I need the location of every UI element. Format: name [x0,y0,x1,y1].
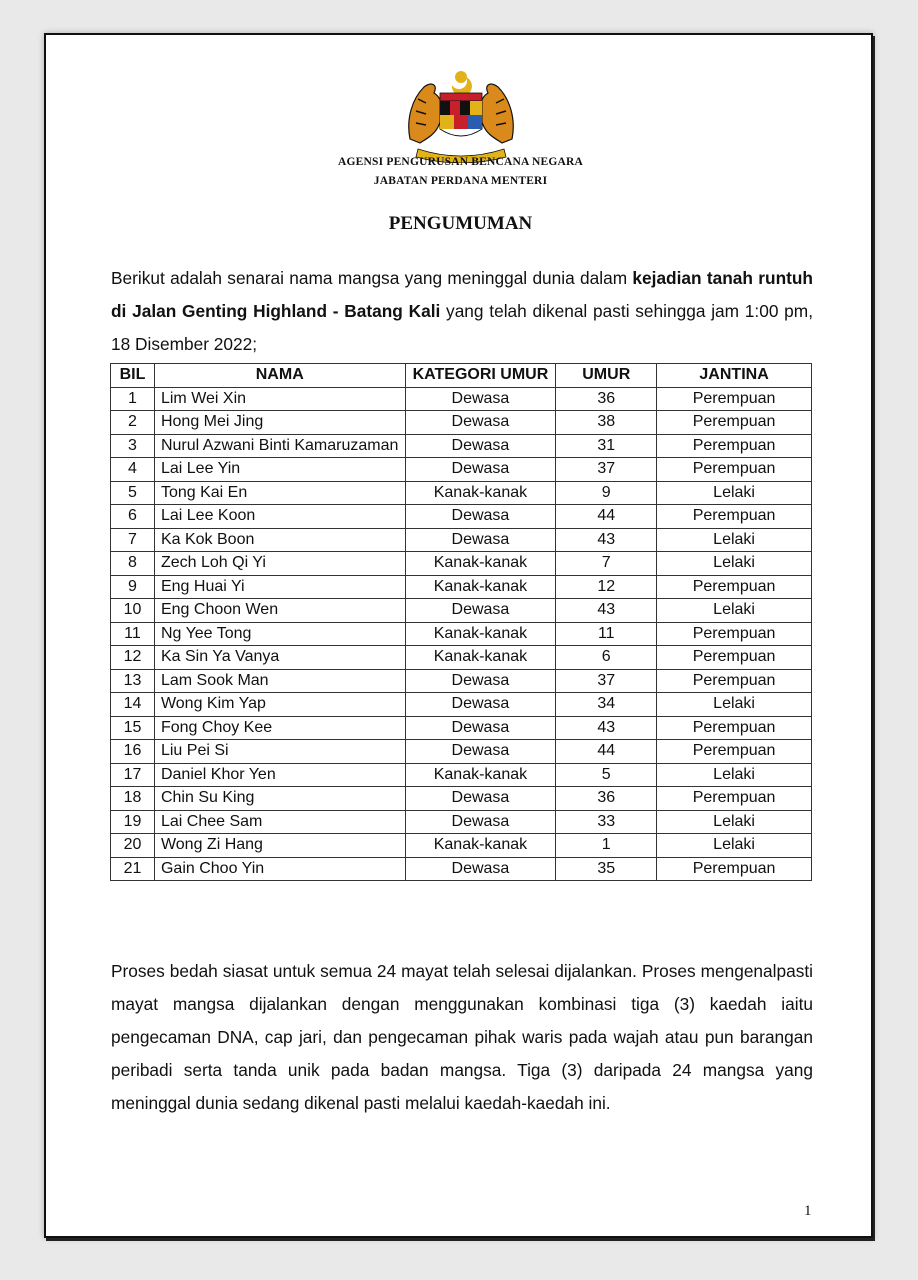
cell-jantina: Perempuan [657,505,812,529]
intro-text-incident: kejadian tanah runtuh di Jalan Genting Highland - Batang Kali [111,268,813,321]
cell-kategori-umur: Kanak-kanak [405,763,556,787]
cell-umur: 44 [556,505,657,529]
closing-paragraph: Proses bedah siasat untuk semua 24 mayat telah selesai dijalankan. Proses mengenalpasti mayat mangsa dijalankan dengan menggunakan kombinasi tiga (3) kaedah iaitu pengecaman DNA, cap jari, dan pengecaman pihak waris pada wajah atau pun barangan peribadi serta tanda unik pada badan mangsa. Tiga (3) daripada 24 mangsa yang meninggal dunia sedang dikenal pasti melalui kaedah-kaedah ini. [111,961,813,1113]
cell-umur: 38 [556,411,657,435]
cell-jantina: Lelaki [657,528,812,552]
cell-umur: 1 [556,834,657,858]
cell-bil: 14 [111,693,155,717]
cell-jantina: Lelaki [657,599,812,623]
table-row [111,481,812,505]
table-row [111,669,812,693]
cell-nama: Lai Lee Yin [154,458,405,482]
cell-nama: Wong Zi Hang [154,834,405,858]
page-number: 1 [804,1203,812,1219]
table-row [111,810,812,834]
cell-umur: 31 [556,434,657,458]
cell-jantina: Perempuan [657,387,812,411]
cell-bil: 17 [111,763,155,787]
cell-nama: Zech Loh Qi Yi [154,552,405,576]
agency-name: AGENSI PENGURUSAN BENCANA NEGARA [337,156,584,168]
cell-nama: Ka Sin Ya Vanya [154,646,405,670]
cell-nama: Tong Kai En [154,481,405,505]
cell-bil: 10 [111,599,155,623]
cell-umur: 11 [556,622,657,646]
table-row [111,834,812,858]
intro-paragraph [111,262,813,361]
header-jantina: JANTINA [657,364,812,388]
cell-nama: Eng Huai Yi [154,575,405,599]
cell-nama: Gain Choo Yin [154,857,405,881]
cell-nama: Lam Sook Man [154,669,405,693]
table-row [111,740,812,764]
table-row [111,552,812,576]
cell-bil: 7 [111,528,155,552]
cell-kategori-umur: Dewasa [405,740,556,764]
cell-jantina: Lelaki [657,763,812,787]
cell-jantina: Perempuan [657,411,812,435]
cell-kategori-umur: Dewasa [405,810,556,834]
cell-umur: 43 [556,528,657,552]
cell-umur: 43 [556,599,657,623]
cell-bil: 19 [111,810,155,834]
cell-jantina: Lelaki [657,481,812,505]
cell-kategori-umur: Kanak-kanak [405,552,556,576]
cell-nama: Eng Choon Wen [154,599,405,623]
cell-umur: 34 [556,693,657,717]
cell-kategori-umur: Dewasa [405,458,556,482]
cell-nama: Daniel Khor Yen [154,763,405,787]
header-nama: NAMA [154,364,405,388]
table-row [111,787,812,811]
cell-bil: 5 [111,481,155,505]
cell-kategori-umur: Dewasa [405,669,556,693]
cell-nama: Nurul Azwani Binti Kamaruzaman [154,434,405,458]
cell-jantina: Lelaki [657,552,812,576]
table-row [111,646,812,670]
cell-bil: 21 [111,857,155,881]
cell-bil: 6 [111,505,155,529]
cell-kategori-umur: Dewasa [405,387,556,411]
cell-kategori-umur: Kanak-kanak [405,622,556,646]
cell-umur: 12 [556,575,657,599]
cell-kategori-umur: Dewasa [405,411,556,435]
cell-kategori-umur: Dewasa [405,528,556,552]
cell-umur: 37 [556,458,657,482]
cell-nama: Chin Su King [154,787,405,811]
table-row [111,387,812,411]
department-name: JABATAN PERDANA MENTERI [373,175,548,187]
table-row [111,434,812,458]
cell-kategori-umur: Dewasa [405,434,556,458]
cell-kategori-umur: Dewasa [405,505,556,529]
table-row [111,693,812,717]
cell-jantina: Lelaki [657,810,812,834]
victims-table [110,363,812,881]
table-row [111,458,812,482]
cell-jantina: Perempuan [657,716,812,740]
cell-jantina: Lelaki [657,834,812,858]
cell-jantina: Perempuan [657,458,812,482]
cell-jantina: Perempuan [657,622,812,646]
cell-nama: Ka Kok Boon [154,528,405,552]
cell-nama: Hong Mei Jing [154,411,405,435]
cell-bil: 15 [111,716,155,740]
cell-jantina: Lelaki [657,693,812,717]
cell-umur: 6 [556,646,657,670]
cell-umur: 7 [556,552,657,576]
cell-bil: 9 [111,575,155,599]
cell-umur: 33 [556,810,657,834]
table-row [111,622,812,646]
cell-nama: Liu Pei Si [154,740,405,764]
cell-bil: 4 [111,458,155,482]
cell-bil: 1 [111,387,155,411]
coat-of-arms-icon [404,69,518,163]
cell-jantina: Perempuan [657,646,812,670]
cell-umur: 37 [556,669,657,693]
table-row [111,505,812,529]
header-bil: BIL [111,364,155,388]
intro-text-end: yang telah dikenal pasti sehingga jam 1:00 pm, 18 Disember 2022; [111,301,813,354]
cell-bil: 12 [111,646,155,670]
document-page [44,33,873,1238]
cell-kategori-umur: Kanak-kanak [405,575,556,599]
table-body [111,387,812,881]
document-title: PENGUMUMAN [388,213,533,234]
header-umur: UMUR [556,364,657,388]
cell-nama: Lim Wei Xin [154,387,405,411]
table-row [111,763,812,787]
cell-nama: Ng Yee Tong [154,622,405,646]
cell-umur: 36 [556,787,657,811]
cell-jantina: Perempuan [657,669,812,693]
cell-bil: 20 [111,834,155,858]
cell-kategori-umur: Kanak-kanak [405,834,556,858]
cell-nama: Fong Choy Kee [154,716,405,740]
cell-kategori-umur: Kanak-kanak [405,646,556,670]
cell-bil: 18 [111,787,155,811]
cell-bil: 11 [111,622,155,646]
cell-jantina: Perempuan [657,575,812,599]
cell-nama: Wong Kim Yap [154,693,405,717]
table-header-row [111,364,812,388]
cell-umur: 5 [556,763,657,787]
table-row [111,599,812,623]
cell-nama: Lai Chee Sam [154,810,405,834]
cell-kategori-umur: Dewasa [405,857,556,881]
intro-text-start: Berikut adalah senarai nama mangsa yang meninggal dunia dalam [111,268,633,288]
cell-kategori-umur: Kanak-kanak [405,481,556,505]
cell-umur: 44 [556,740,657,764]
table-row [111,528,812,552]
cell-bil: 2 [111,411,155,435]
cell-jantina: Perempuan [657,434,812,458]
table-row [111,411,812,435]
cell-bil: 8 [111,552,155,576]
cell-kategori-umur: Dewasa [405,693,556,717]
table-row [111,716,812,740]
cell-kategori-umur: Dewasa [405,787,556,811]
cell-umur: 36 [556,387,657,411]
cell-jantina: Perempuan [657,857,812,881]
cell-umur: 43 [556,716,657,740]
cell-kategori-umur: Dewasa [405,716,556,740]
cell-nama: Lai Lee Koon [154,505,405,529]
cell-umur: 9 [556,481,657,505]
cell-kategori-umur: Dewasa [405,599,556,623]
cell-bil: 13 [111,669,155,693]
cell-bil: 16 [111,740,155,764]
cell-umur: 35 [556,857,657,881]
table-row [111,857,812,881]
cell-bil: 3 [111,434,155,458]
cell-jantina: Perempuan [657,787,812,811]
table-row [111,575,812,599]
cell-jantina: Perempuan [657,740,812,764]
header-kategori-umur: KATEGORI UMUR [405,364,556,388]
